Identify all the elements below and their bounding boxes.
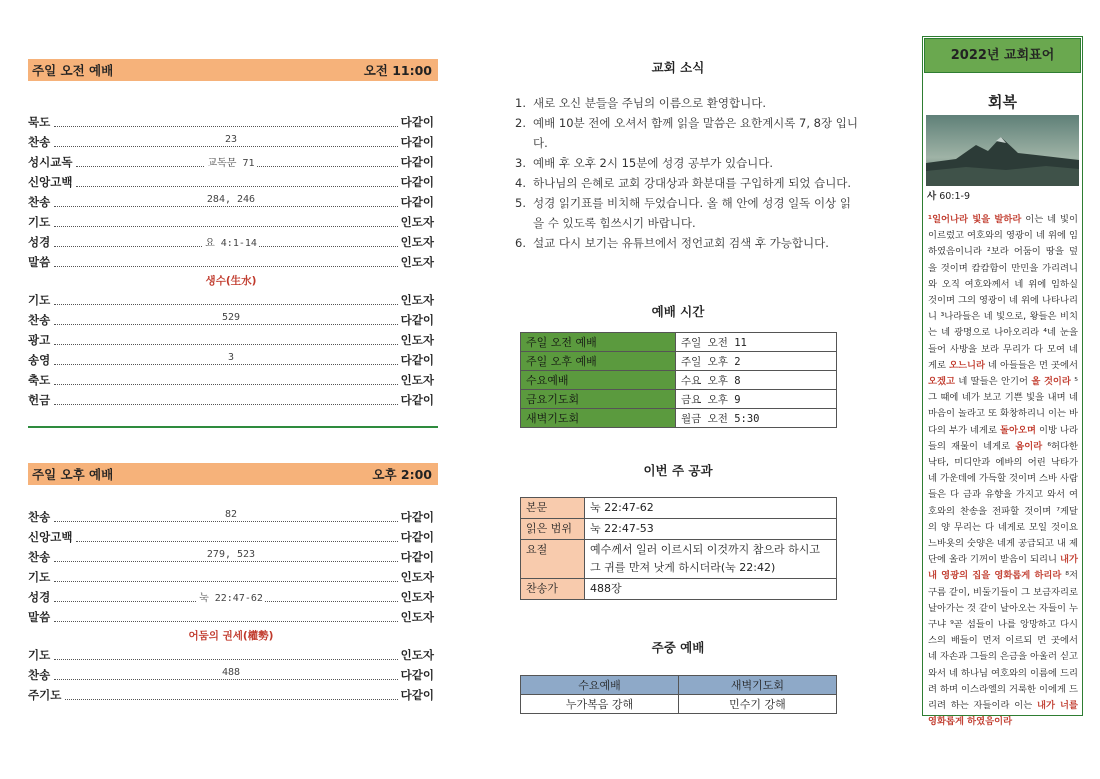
dot-leader [54,246,397,247]
order-leader: 인도자 [400,648,434,662]
order-leader: 인도자 [400,570,434,584]
order-leader: 인도자 [400,235,434,249]
dot-leader [54,601,397,602]
news-title: 교회 소식 [651,60,705,75]
order-detail [28,154,434,169]
lesson-row-value: 눅 22:47-53 [585,519,837,540]
order-row [28,547,434,567]
order-leader: 다같이 [400,393,434,407]
lesson-row-key: 찬송가 [521,579,585,600]
order-row [28,212,434,232]
times-row-key: 수요예배 [521,371,676,390]
verse-text: ⁵그 때에 네가 보고 기쁜 빛을 내며 네 마음이 놀라고 또 화창하리니 이는 바다의 부가 네게로 [928,376,1078,436]
order-row [28,350,434,370]
mountain-painting [926,115,1079,186]
order-detail [28,312,434,323]
verse-highlight: 옴이라 [1015,440,1043,452]
order-row [28,290,434,310]
order-label: 성경 [28,590,51,604]
times-row [521,390,837,409]
news-text: 설교 다시 보기는 유튜브에서 정언교회 검색 후 가능합니다. [533,236,829,250]
morning-order-list [28,112,434,410]
news-item [515,153,860,173]
order-label: 기도 [28,293,51,307]
lesson-row-value: 눅 22:47-62 [585,498,837,519]
verse-text: 네 아들들은 먼 곳에서 [984,359,1078,371]
order-leader: 다같이 [400,195,434,209]
order-leader: 다같이 [400,313,434,327]
dot-leader [54,621,397,622]
order-label: 기도 [28,648,51,662]
news-number: 4. [515,176,526,190]
order-detail-text: 82 [224,509,238,520]
lesson-row-value: 예수께서 일러 이르시되 이것까지 참으라 하시고 그 귀를 만져 낫게 하시더라(눅 22:42) [585,540,837,579]
lesson-table [520,497,837,600]
dot-leader [54,659,397,660]
order-label: 찬송 [28,195,51,209]
news-item [515,173,860,193]
order-label: 찬송 [28,668,51,682]
news-text: 하나님의 은혜로 교회 강대상과 화분대를 구입하게 되었 습니다. [533,176,852,190]
times-row-key: 주일 오후 예배 [521,352,676,371]
verse-highlight: 내가 내 영광의 집을 영화롭게 하리라 [928,554,1078,582]
order-label: 축도 [28,373,51,387]
order-leader: 다같이 [400,155,434,169]
order-detail-text: 529 [221,312,241,323]
news-text: 성경 읽기표를 비치해 두었습니다. 올 해 안에 성경 일독 이상 읽을 수 있도록 힘쓰시기 바랍니다. [533,196,851,230]
order-detail [28,352,434,363]
order-row [28,310,434,330]
order-row [28,567,434,587]
order-row [28,252,434,272]
order-row [28,152,434,172]
order-leader: 인도자 [400,255,434,269]
weekly-service-table [520,675,837,714]
lesson-row [521,519,837,540]
lesson-row [521,498,837,519]
order-row [28,587,434,607]
news-number: 3. [515,156,526,170]
verse-text: ⁸저 구름 같이, 비둘기들이 그 보금자리로 날아가는 것 같이 날아오는 자들이 누구냐 ⁹곧 섬들이 나를 앙망하고 다시스의 배들이 먼저 이르되 먼 곳에서 네 자손과 그들의 은금을 아울러 싣고 와서 네 하나님 여호와의 이름에 드리려 하며 이스라엘의 거룩한 이에게 드리려 하는 자들이라 이는 [928,570,1078,712]
order-row [28,527,434,547]
order-label: 신앙고백 [28,175,73,189]
order-label: 말씀 [28,255,51,269]
morning-service-title: 주일 오전 예배 [32,63,114,78]
order-detail-text: 눅 22:47-62 [199,593,263,604]
news-number: 5. [515,196,526,210]
times-row-value: 금요 오후 9 [676,390,837,409]
order-row [28,112,434,132]
order-leader: 인도자 [400,610,434,624]
sermon-title: 생수(生水) [205,275,257,287]
news-item [515,93,860,113]
morning-service-header [28,59,438,81]
order-leader: 인도자 [400,333,434,347]
order-label: 기도 [28,570,51,584]
dot-leader [54,226,397,227]
weekly-header-wed: 수요예배 [521,676,679,695]
order-row [28,390,434,410]
service-times-table [520,332,837,428]
order-row [28,685,434,705]
order-row [28,370,434,390]
order-detail-text: 3 [227,352,235,363]
order-row [28,645,434,665]
order-row [28,607,434,627]
afternoon-service-header [28,463,438,485]
order-label: 기도 [28,215,51,229]
dot-leader [76,166,397,167]
order-detail-text: 교독문 71 [207,158,255,169]
morning-service-time: 오전 11:00 [363,63,432,78]
lesson-row [521,579,837,600]
verse-highlight: 오느니라 [949,359,985,371]
dot-leader [54,206,397,207]
weekly-header-dawn: 새벽기도회 [679,676,837,695]
times-row-key: 금요기도회 [521,390,676,409]
lesson-row-key: 요절 [521,540,585,579]
verse-text: ⁶허다한 낙타, 미디안과 에바의 어린 낙타가 네 가운데에 가득할 것이며 스바 사람들은 다 금과 유향을 가지고 와서 여호와의 찬송을 전파할 것이며 ⁷게달의 양 무리는 다 네게로 모일 것이요 느바욧의 숫양은 네게 공급되고 내 제단에 올라 기꺼이 받음이 되리니 [928,440,1079,566]
news-item [515,193,860,233]
order-label: 주기도 [28,688,62,702]
afternoon-service-title: 주일 오후 예배 [32,467,114,482]
times-row [521,333,837,352]
news-item [515,113,860,153]
dot-leader [54,324,397,325]
weekly-title: 주중 예배 [651,640,705,655]
reference-verses: 60:1-9 [939,191,971,202]
verse-text: 네 딸들은 안기어 [954,376,1032,388]
times-row-key: 주일 오전 예배 [521,333,676,352]
order-row [28,172,434,192]
dot-leader [54,384,397,385]
order-label: 찬송 [28,550,51,564]
order-leader: 다같이 [400,510,434,524]
order-leader: 다같이 [400,175,434,189]
order-label: 신앙고백 [28,530,73,544]
news-item [515,233,860,253]
motto-theme: 회복 [988,93,1017,111]
order-row [28,132,434,152]
times-row-value: 수요 오후 8 [676,371,837,390]
order-detail-text: 488 [221,667,241,678]
times-row-value: 월금 오전 5:30 [676,409,837,428]
order-label: 말씀 [28,610,51,624]
order-leader: 다같이 [400,550,434,564]
order-leader: 다같이 [400,688,434,702]
verse-text: 이방 나라들의 재물이 네게로 [928,424,1078,452]
times-row [521,371,837,390]
news-number: 2. [515,116,526,130]
verse-highlight: 내가 너를 영화롭게 하였음이라 [928,700,1078,728]
verse-highlight: 오겠고 [928,376,955,388]
lesson-row-value: 488장 [585,579,837,600]
news-text: 예배 10분 전에 오셔서 함께 읽을 말씀은 요한계시록 7, 8장 입니다. [533,116,858,150]
order-row [28,192,434,212]
order-row [28,665,434,685]
times-row-key: 새벽기도회 [521,409,676,428]
dot-leader [54,364,397,365]
order-detail [28,134,434,145]
lesson-row-key: 읽은 범위 [521,519,585,540]
dot-leader [54,344,397,345]
times-row-value: 주일 오전 11 [676,333,837,352]
dot-leader [54,561,397,562]
verse-highlight: ¹일어나라 빛을 발하라 [928,214,1022,225]
reference-book: 사 [927,191,937,202]
dot-leader [54,266,397,267]
order-row [28,507,434,527]
weekly-value-dawn: 민수기 강해 [679,695,837,714]
dot-leader [54,679,397,680]
order-label: 찬송 [28,313,51,327]
dot-leader [54,304,397,305]
times-row-value: 주일 오후 2 [676,352,837,371]
lesson-row-key: 본문 [521,498,585,519]
news-number: 6. [515,236,526,250]
times-row [521,409,837,428]
order-row [28,232,434,252]
order-detail-text: 279, 523 [206,549,256,560]
order-detail [28,667,434,678]
order-label: 성시교독 [28,155,73,169]
dot-leader [76,186,397,187]
dot-leader [76,541,397,542]
scripture-reference [923,188,1082,202]
dot-leader [54,581,397,582]
order-label: 성경 [28,235,51,249]
order-label: 광고 [28,333,51,347]
order-leader: 다같이 [400,115,434,129]
order-leader: 인도자 [400,293,434,307]
order-leader: 다같이 [400,353,434,367]
dot-leader [54,146,397,147]
news-number: 1. [515,96,526,110]
dot-leader [65,699,397,700]
order-detail [28,589,434,604]
order-leader: 인도자 [400,215,434,229]
verse-highlight: 돌아오며 [1000,424,1036,436]
order-leader: 인도자 [400,373,434,387]
order-leader: 다같이 [400,668,434,682]
dot-leader [54,126,397,127]
order-detail [28,549,434,560]
news-text: 새로 오신 분들을 주님의 이름으로 환영합니다. [533,96,767,110]
lesson-title: 이번 주 공과 [643,463,713,478]
order-detail-text: 요 4:1-14 [205,238,257,249]
motto-year-title: 2022년 교회표어 [924,38,1081,73]
order-leader: 다같이 [400,135,434,149]
lesson-row [521,540,837,579]
afternoon-order-list [28,507,434,705]
times-row [521,352,837,371]
order-label: 헌금 [28,393,51,407]
order-row [28,330,434,350]
sermon-title: 어둠의 권세(權勢) [188,630,274,642]
news-list [515,93,860,253]
order-label: 묵도 [28,115,51,129]
order-label: 찬송 [28,510,51,524]
order-label: 송영 [28,353,51,367]
order-detail [28,234,434,249]
weekly-value-wed: 누가복음 강해 [521,695,679,714]
motto-verse-text [923,202,1082,731]
order-leader: 다같이 [400,530,434,544]
order-detail-text: 23 [224,134,238,145]
order-label: 찬송 [28,135,51,149]
verse-text: 이는 네 빛이 이르렀고 여호와의 영광이 네 위에 임하였음이니라 ²보라 어둠이 땅을 덮을 것이며 캄캄함이 만민을 가리려니와 오직 여호와께서 네 위에 임하실 것이며 그의 영광이 네 위에 나타나리니 ³나라들은 네 빛으로, 왕들은 비치는 네 광명으로 나아오리라 ⁴네 눈을 들어 사방을 보라 무리가 다 모여 네게로 [928,214,1078,371]
order-leader: 인도자 [400,590,434,604]
section-divider [28,426,438,428]
dot-leader [54,404,397,405]
church-motto-panel [922,36,1083,728]
order-detail-text: 284, 246 [206,194,256,205]
verse-highlight: 올 것이라 [1031,376,1071,388]
news-text: 예배 후 오후 2시 15분에 성경 공부가 있습니다. [533,156,774,170]
order-detail [28,194,434,205]
afternoon-service-time: 오후 2:00 [372,467,432,482]
times-title: 예배 시간 [651,304,705,319]
dot-leader [54,521,397,522]
order-detail [28,509,434,520]
